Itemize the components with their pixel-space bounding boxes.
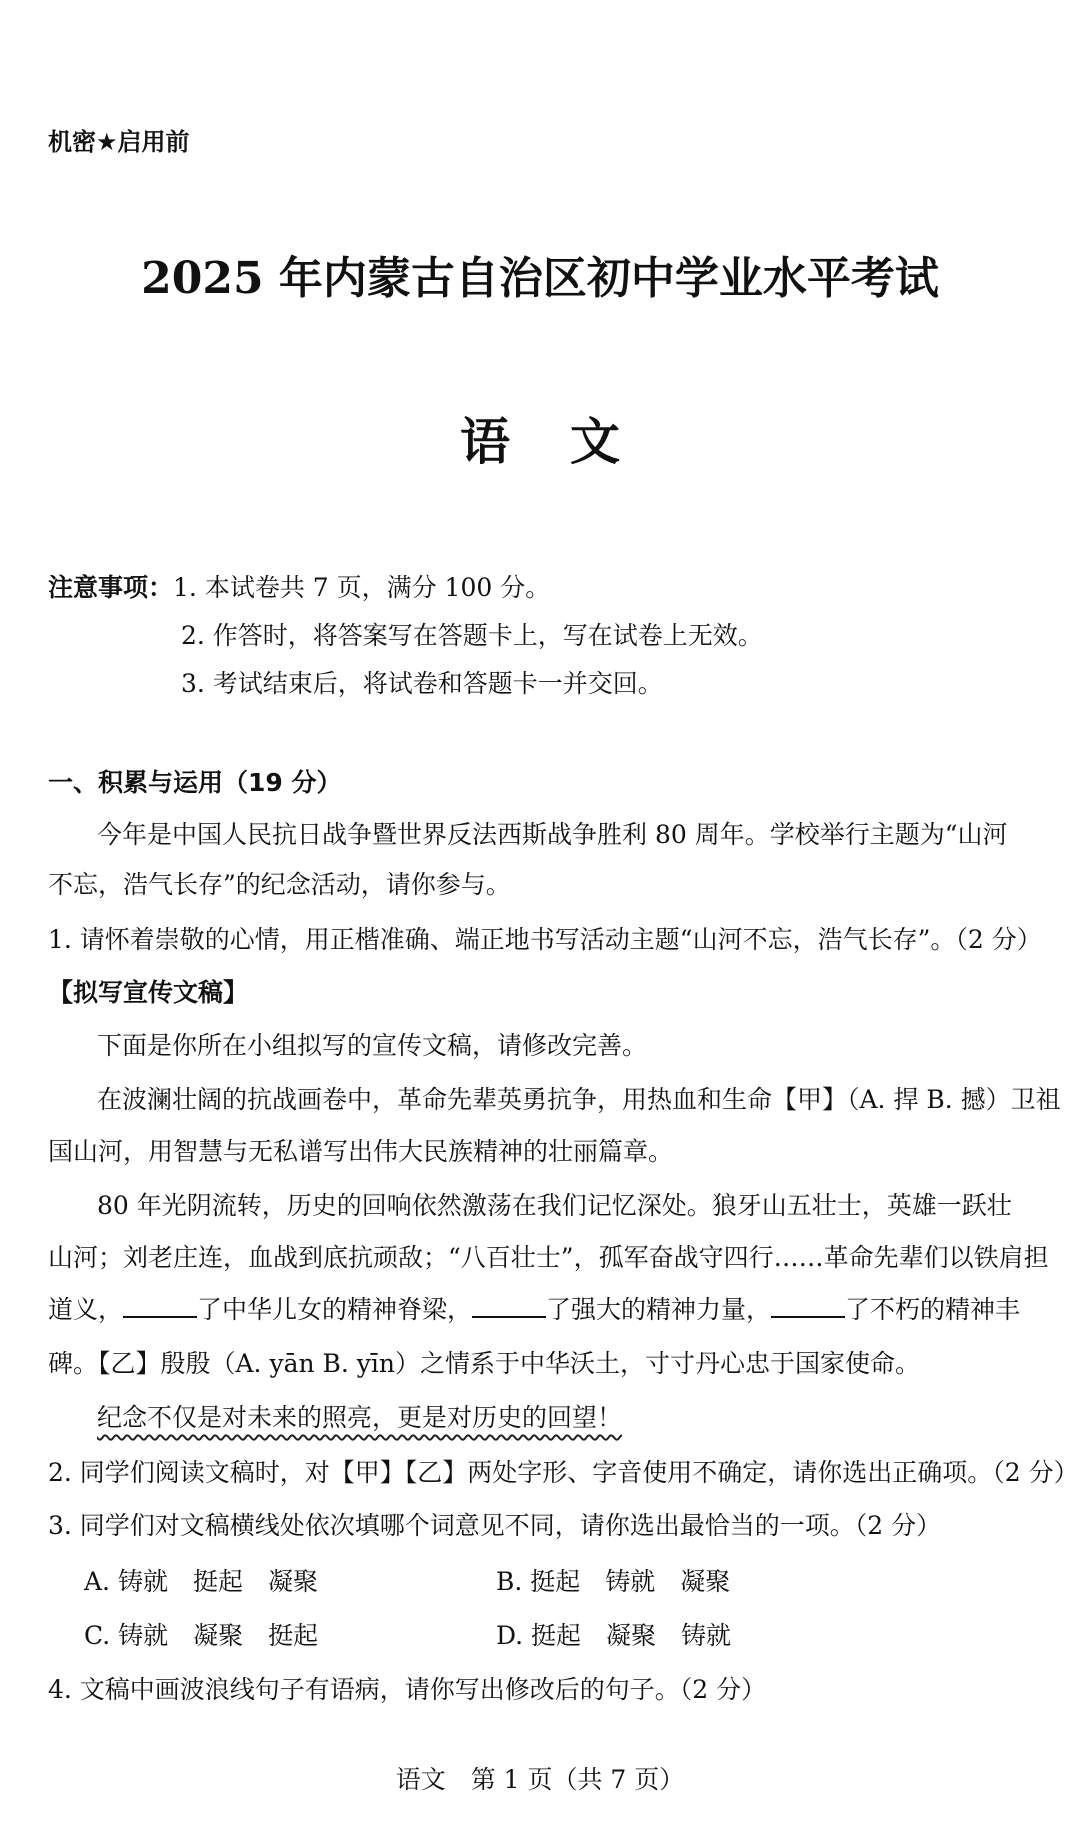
fill-blank <box>472 1296 546 1318</box>
draft-paragraph: 80 年光阴流转，历史的回响依然激荡在我们记忆深处。狼牙山五壮士，英雄一跃壮 <box>97 1191 1012 1220</box>
draft-paragraph-blanks <box>48 1290 1020 1326</box>
subject-title: 语文 <box>460 412 680 471</box>
question-1: 1. 请怀着崇敬的心情，用正楷准确、端正地书写活动主题“山河不忘，浩气长存”。（2 分） <box>48 925 1042 954</box>
fill-blank <box>771 1296 845 1318</box>
section-heading: 一、积累与运用（19 分） <box>48 768 342 797</box>
draft-paragraph: 碑。【乙】殷殷（A. yān B. yīn）之情系于中华沃土，寸寸丹心忠于国家使命。 <box>48 1349 921 1378</box>
q3-option-d: D. 挺起 凝聚 铸就 <box>496 1621 732 1650</box>
confidential-label: 机密★启用前 <box>48 128 190 156</box>
question-4: 4. 文稿中画波浪线句子有语病，请你写出修改后的句子。（2 分） <box>48 1675 767 1704</box>
q3-option-a: A. 铸就 挺起 凝聚 <box>84 1567 318 1596</box>
notes-line-1 <box>48 568 550 604</box>
intro-paragraph: 不忘，浩气长存”的纪念活动，请你参与。 <box>48 870 511 899</box>
draft-intro: 下面是你所在小组拟写的宣传文稿，请修改完善。 <box>97 1031 648 1060</box>
notes-label: 注意事项： <box>48 573 174 602</box>
q3-option-b: B. 挺起 铸就 凝聚 <box>496 1567 731 1596</box>
text-fragment: 了中华儿女的精神脊梁， <box>197 1295 473 1324</box>
question-2: 2. 同学们阅读文稿时，对【甲】【乙】两处字形、字音使用不确定，请你选出正确项。（2 分） <box>48 1458 1079 1487</box>
draft-paragraph: 山河；刘老庄连，血战到底抗顽敌；“八百壮士”，孤军奋战守四行……革命先辈们以铁肩担 <box>48 1243 1049 1272</box>
draft-heading: 【拟写宣传文稿】 <box>48 978 249 1007</box>
draft-paragraph: 国山河，用智慧与无私谱写出伟大民族精神的壮丽篇章。 <box>48 1137 674 1166</box>
notes-item: 2. 作答时，将答案写在答题卡上，写在试卷上无效。 <box>181 621 763 650</box>
q3-option-c: C. 铸就 凝聚 挺起 <box>84 1621 319 1650</box>
intro-paragraph: 今年是中国人民抗日战争暨世界反法西斯战争胜利 80 周年。学校举行主题为“山河 <box>97 820 1008 849</box>
text-fragment: 了强大的精神力量， <box>546 1295 772 1324</box>
exam-title: 2025 年内蒙古自治区初中学业水平考试 <box>141 253 939 304</box>
wavy-underlined-text: 纪念不仅是对未来的照亮，更是对历史的回望！ <box>97 1403 623 1432</box>
notes-item: 1. 本试卷共 7 页，满分 100 分。 <box>173 573 551 602</box>
text-fragment: 道义， <box>48 1295 124 1324</box>
question-3: 3. 同学们对文稿横线处依次填哪个词意见不同，请你选出最恰当的一项。（2 分） <box>48 1511 942 1540</box>
fill-blank <box>123 1296 197 1318</box>
wavy-sentence <box>97 1398 622 1434</box>
text-fragment: 了不朽的精神丰 <box>845 1295 1021 1324</box>
notes-item: 3. 考试结束后，将试卷和答题卡一并交回。 <box>181 669 663 698</box>
page-footer: 语文 第 1 页（共 7 页） <box>395 1765 685 1794</box>
draft-paragraph: 在波澜壮阔的抗战画卷中，革命先辈英勇抗争，用热血和生命【甲】（A. 捍 B. 撼）卫祖 <box>97 1085 1061 1114</box>
